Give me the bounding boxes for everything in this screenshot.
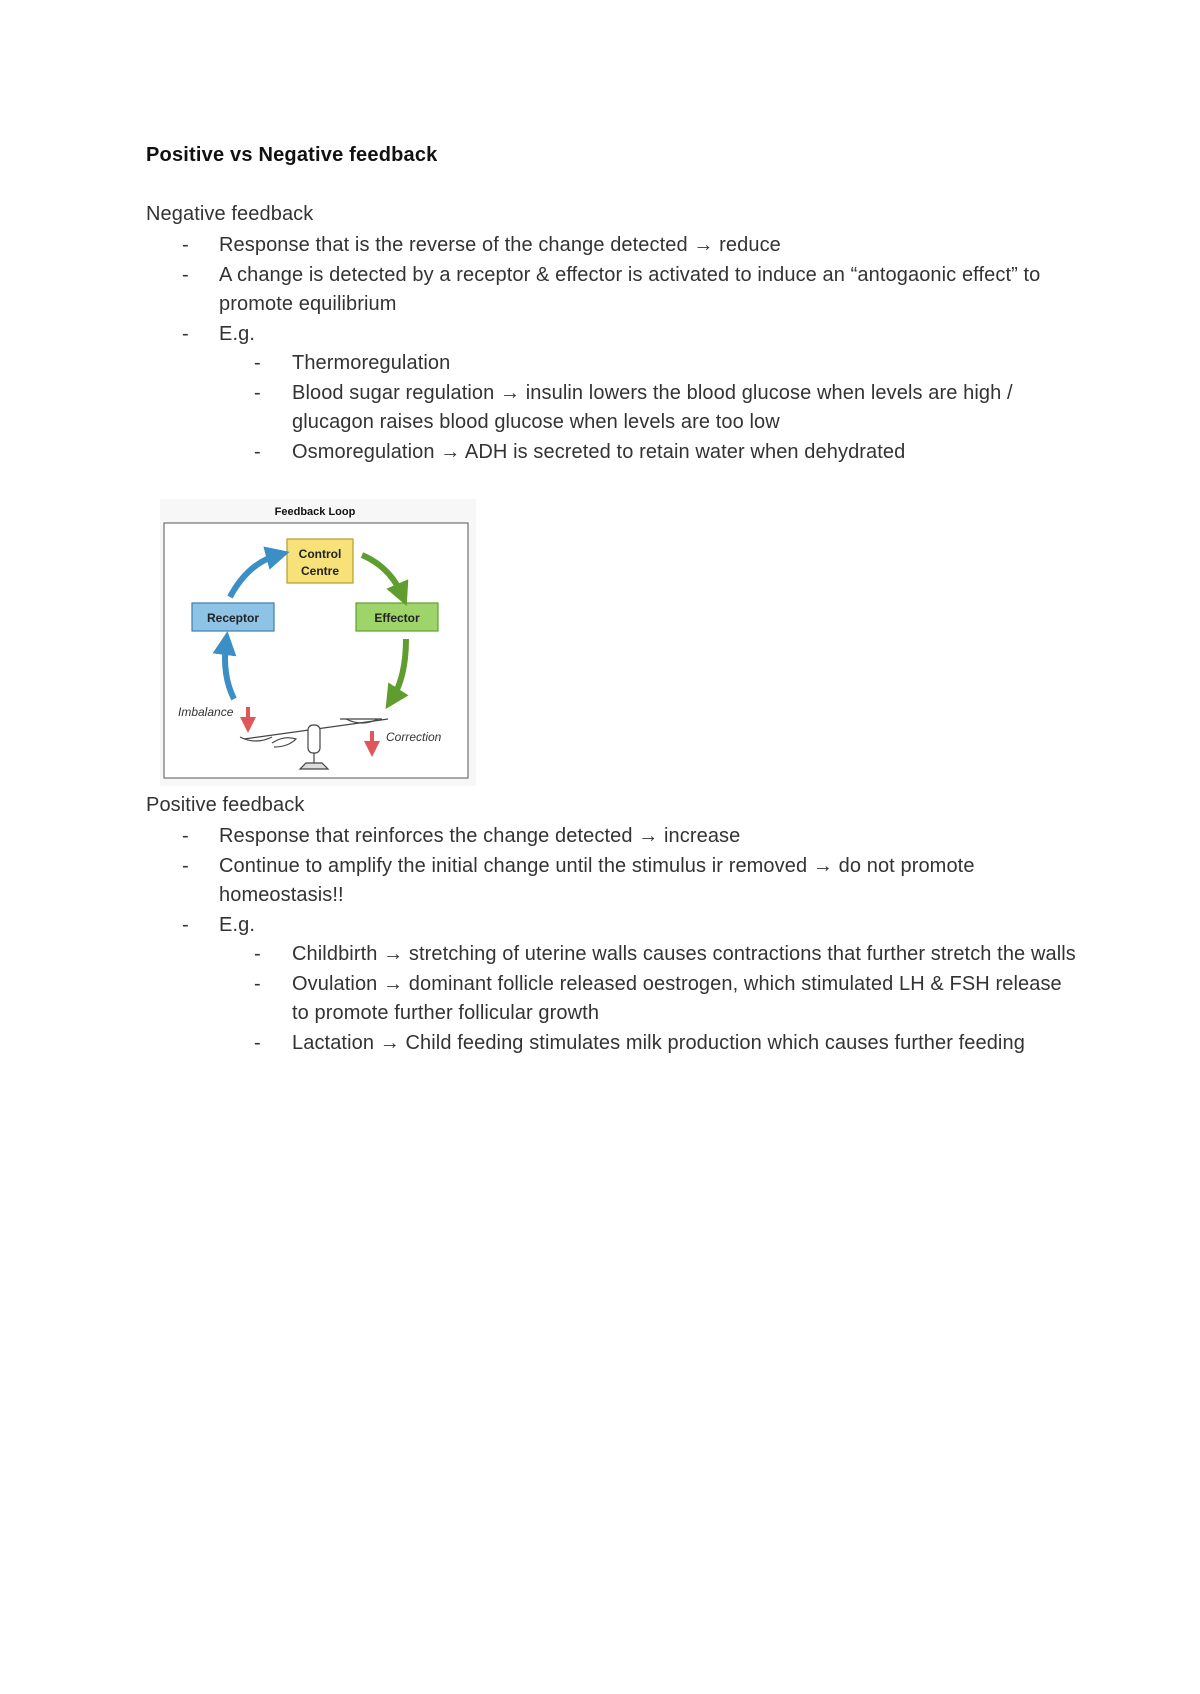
control-centre-label-line1: Control — [298, 547, 342, 561]
effector-label: Effector — [374, 611, 420, 625]
list-item — [146, 349, 1076, 379]
page-title: Positive vs Negative feedback — [146, 144, 438, 166]
bullet-dash: - — [254, 381, 261, 404]
list-item — [146, 911, 1076, 941]
negative-feedback-list — [146, 231, 1076, 467]
list-item — [146, 379, 1076, 438]
list-item-text: E.g. — [219, 913, 255, 936]
bullet-dash: - — [254, 440, 261, 463]
bullet-dash: - — [254, 1031, 261, 1054]
list-item-text: A change is detected by a receptor & effector is activated to induce an “antogaonic effect” to promote equilibrium — [219, 263, 1041, 315]
list-item — [146, 261, 1076, 320]
list-item-text: Lactation → Child feeding stimulates milk production which causes further feeding — [292, 1031, 1025, 1054]
receptor-label: Receptor — [206, 611, 260, 625]
feedback-loop-diagram — [160, 499, 476, 786]
list-item-text: Osmoregulation → ADH is secreted to retain water when dehydrated — [292, 440, 906, 463]
diagram-title: Feedback Loop — [274, 506, 356, 518]
bullet-dash: - — [182, 322, 189, 345]
list-item — [146, 231, 1076, 261]
positive-feedback-list — [146, 822, 1076, 1058]
bullet-dash: - — [182, 854, 189, 877]
list-item-text: Childbirth → stretching of uterine walls causes contractions that further stretch the walls — [292, 943, 1076, 965]
list-item — [146, 822, 1076, 852]
bullet-dash: - — [254, 972, 261, 995]
bullet-dash: - — [254, 352, 261, 374]
list-item — [146, 940, 1076, 970]
bullet-dash: - — [182, 263, 189, 286]
correction-label: Correction — [386, 730, 442, 744]
bullet-dash: - — [182, 913, 189, 936]
list-item-text: Response that reinforces the change detected → increase — [219, 825, 741, 847]
control-centre-label-line2: Centre — [300, 564, 340, 578]
list-item — [146, 852, 1076, 911]
bullet-dash: - — [182, 825, 189, 847]
list-item-text: Response that is the reverse of the change detected → reduce — [219, 234, 781, 256]
list-item — [146, 970, 1076, 1029]
list-item-text: Continue to amplify the initial change until the stimulus ir removed → do not promote homeostasis!! — [219, 854, 975, 906]
list-item-text: E.g. — [219, 322, 255, 345]
bullet-dash: - — [182, 234, 189, 256]
imbalance-label: Imbalance — [178, 705, 234, 719]
list-item-text: Ovulation → dominant follicle released oestrogen, which stimulated LH & FSH release to promote further follicular growth — [292, 972, 1062, 1024]
bullet-dash: - — [254, 943, 261, 965]
list-item-text: Thermoregulation — [292, 352, 451, 374]
list-item — [146, 320, 1076, 350]
negative-feedback-heading: Negative feedback — [146, 203, 314, 225]
list-item-text: Blood sugar regulation → insulin lowers the blood glucose when levels are high / glucagon raises blood glucose when levels are too low — [292, 381, 1013, 433]
list-item — [146, 1029, 1076, 1059]
list-item — [146, 438, 1076, 468]
positive-feedback-heading: Positive feedback — [146, 794, 305, 816]
